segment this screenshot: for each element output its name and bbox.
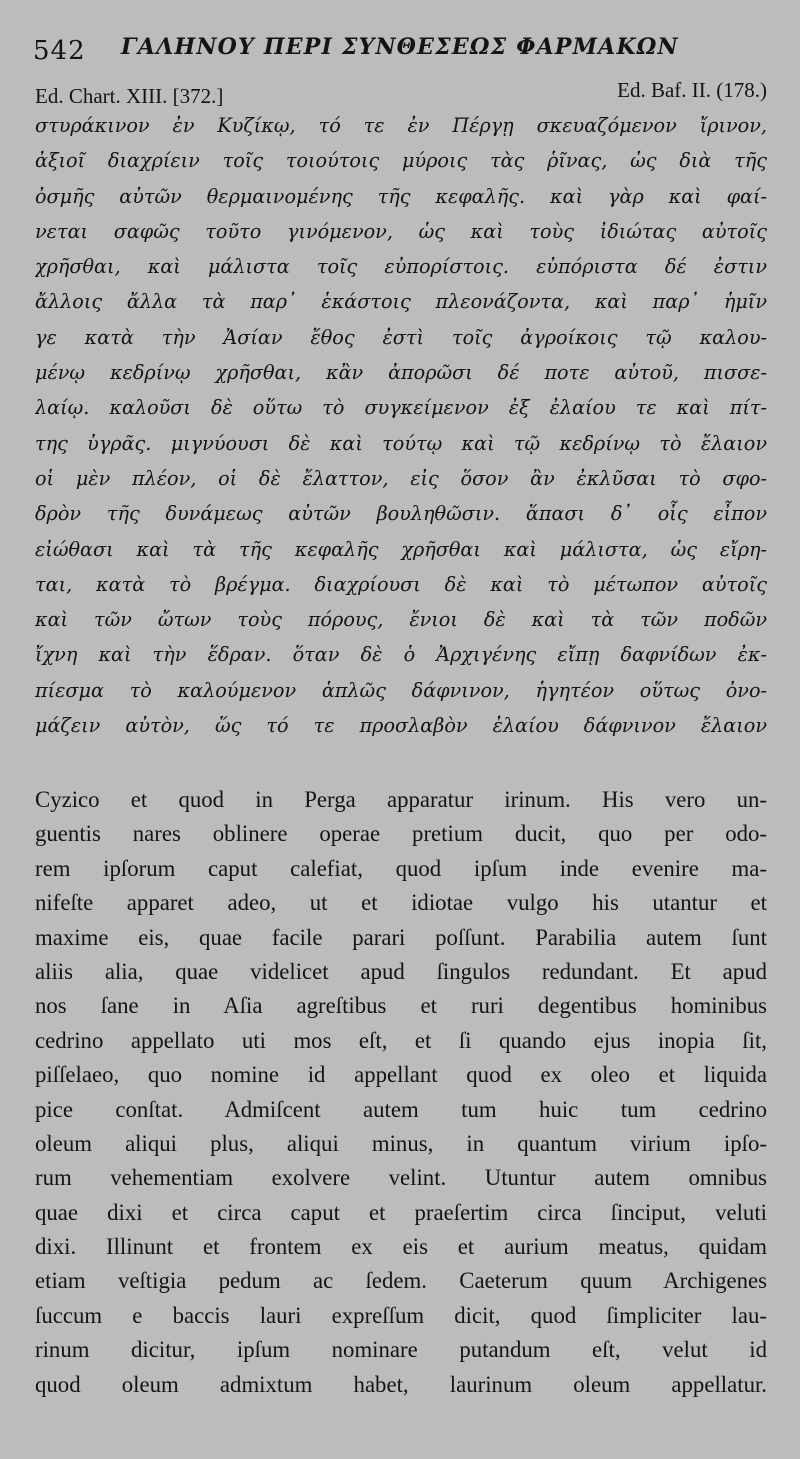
page-header (33, 30, 773, 66)
latin-line: quod oleum admixtum habet, laurinum oleum appellatur. (35, 1371, 767, 1397)
greek-line: ται, κατὰ τὸ βρέγμα. διαχρίουσι δὲ καὶ τὸ μέτωπον αὐτοῖς (35, 572, 767, 596)
greek-line: ἀξιοῖ διαχρίειν τοῖς τοιούτοις μύροις τὰς ῥῖνας, ὡς διὰ τῆς (35, 149, 767, 173)
latin-line: guentis nares oblinere operae pretium ducit, quo per odo- (35, 821, 767, 847)
latin-line: aliis alia, quae videlicet apud ſingulos redundant. Et apud (35, 958, 767, 984)
greek-line: λαίῳ. καλοῦσι δὲ οὕτω τὸ συγκείμενον ἐξ ἐλαίου τε καὶ πίτ- (35, 396, 767, 420)
greek-line: πίεσμα τὸ καλούμενον ἁπλῶς δάφνινον, ἡγητέον οὕτως ὀνο- (35, 678, 767, 702)
greek-line: εἰώθασι καὶ τὰ τῆς κεφαλῆς χρῆσθαι καὶ μάλιστα, ὡς εἴρη- (35, 537, 767, 561)
greek-line: καὶ τῶν ὤτων τοὺς πόρους, ἔνιοι δὲ καὶ τὰ τῶν ποδῶν (35, 608, 767, 632)
latin-line: piſſelaeo, quo nomine id appellant quod ex oleo et liquida (35, 1062, 767, 1088)
latin-line: Cyzico et quod in Perga apparatur irinum. His vero un- (35, 787, 767, 812)
latin-line: nos ſane in Aſia agreſtibus et ruri degentibus hominibus (35, 993, 767, 1019)
greek-line: δρὸν τῆς δυνάμεως αὐτῶν βουληθῶσιν. ἅπασι δ᾽ οἷς εἶπον (35, 502, 767, 526)
greek-line: στυράκινον ἐν Κυζίκῳ, τό τε ἐν Πέργῃ σκευαζόμενον ἴρινον, (35, 114, 767, 137)
greek-line: της ὑγρᾶς. μιγνύουσι δὲ καὶ τούτῳ καὶ τῷ κεδρίνῳ τὸ ἔλαιον (35, 431, 767, 455)
latin-line: dixi. Illinunt et frontem ex eis et aurium meatus, quidam (35, 1234, 767, 1260)
greek-line: γε κατὰ τὴν Ἀσίαν ἔθος ἐστὶ τοῖς ἀγροίκοις τῷ καλου- (35, 325, 767, 349)
latin-line: cedrino appellato uti mos eſt, et ſi quando ejus inopia ſit, (35, 1027, 767, 1053)
latin-line: etiam veſtigia pedum ac ſedem. Caeterum quum Archigenes (35, 1268, 767, 1294)
greek-line: οἱ μὲν πλέον, οἱ δὲ ἔλαττον, εἰς ὅσον ἂν ἐκλῦσαι τὸ σφο- (35, 466, 767, 490)
edition-reference-basel: Ed. Baf. II. (178.) (617, 78, 767, 102)
edition-reference-row (35, 78, 767, 106)
latin-line: quae dixi et circa caput et praeſertim circa ſinciput, veluti (35, 1199, 767, 1225)
greek-line: χρῆσθαι, καὶ μάλιστα τοῖς εὐπορίστοις. εὐπόριστα δέ ἐστιν (35, 255, 767, 279)
greek-text-block (35, 108, 767, 743)
latin-line: rem ipſorum caput calefiat, quod ipſum inde evenire ma- (35, 855, 767, 881)
page-number: 542 (33, 36, 86, 66)
greek-line: μένῳ κεδρίνῳ χρῆσθαι, κἂν ἀπορῶσι δέ ποτε αὐτοῦ, πισσε- (35, 361, 767, 385)
edition-reference-chartier: Ed. Chart. XIII. [372.] (35, 84, 224, 108)
latin-line: pice conſtat. Admiſcent autem tum huic tum cedrino (35, 1096, 767, 1122)
greek-line: μάζειν αὐτὸν, ὥς τό τε προσλαβὸν ἐλαίου δάφνινον ἔλαιον (35, 714, 767, 738)
latin-line: ſuccum e baccis lauri expreſſum dicit, quod ſimpliciter lau- (35, 1302, 767, 1328)
latin-line: rum vehementiam exolvere velint. Utuntur autem omnibus (35, 1165, 767, 1191)
latin-line: oleum aliqui plus, aliqui minus, in quantum virium ipſo- (35, 1130, 767, 1156)
greek-line: νεται σαφῶς τοῦτο γινόμενον, ὡς καὶ τοὺς ἰδιώτας αὐτοῖς (35, 219, 767, 243)
latin-line: nifeſte apparet adeo, ut et idiotae vulgo his utantur et (35, 890, 767, 916)
latin-text-block (35, 783, 767, 1402)
running-title: ΓΑΛΗΝΟΥ ΠΕΡΙ ΣΥΝΘΕΣΕΩΣ ΦΑΡΜΑΚΩΝ (121, 34, 679, 60)
latin-line: maxime eis, quae facile parari poſſunt. Parabilia autem ſunt (35, 924, 767, 950)
greek-line: ἴχνη καὶ τὴν ἕδραν. ὅταν δὲ ὁ Ἀρχιγένης εἴπῃ δαφνίδων ἐκ- (35, 643, 767, 667)
latin-line: rinum dicitur, ipſum nominare putandum eſt, velut id (35, 1337, 767, 1363)
greek-line: ὀσμῆς αὐτῶν θερμαινομένης τῆς κεφαλῆς. καὶ γὰρ καὶ φαί- (35, 184, 767, 208)
greek-line: ἄλλοις ἄλλα τὰ παρ᾽ ἑκάστοις πλεονάζοντα, καὶ παρ᾽ ἡμῖν (35, 290, 767, 314)
